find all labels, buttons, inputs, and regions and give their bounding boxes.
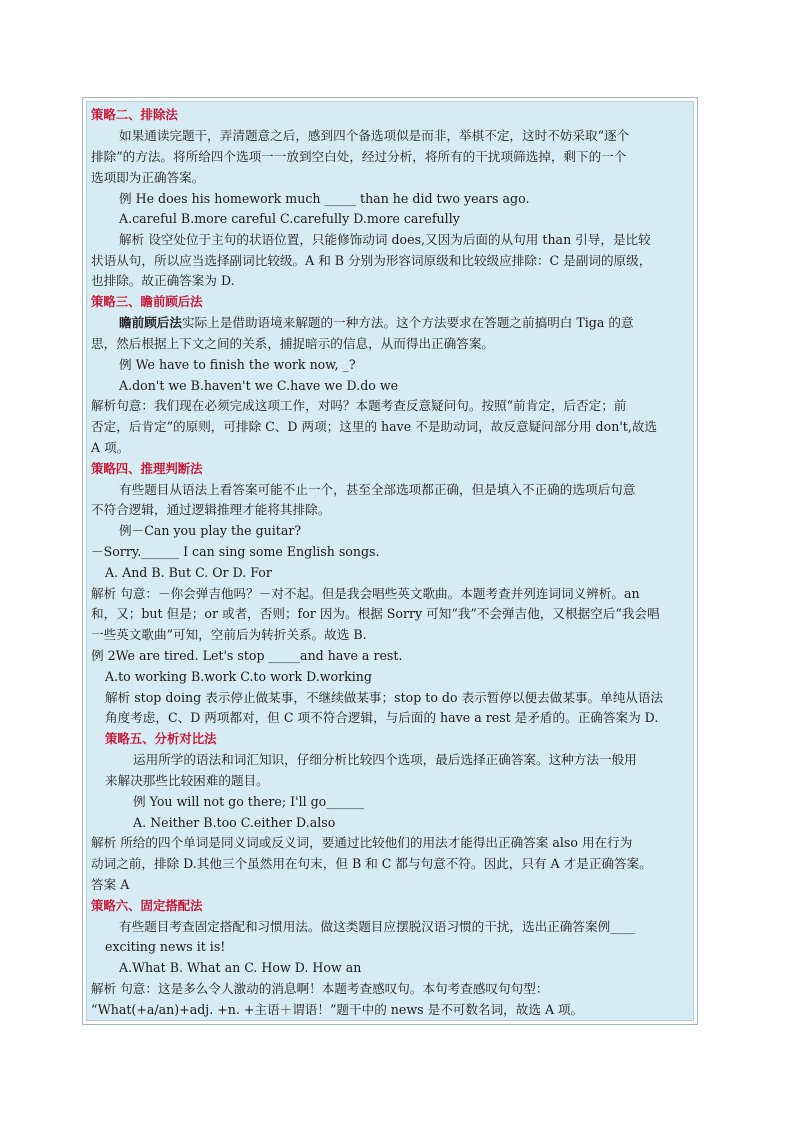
s3-analysis-line: 否定，后肯定”的原则，可排除 C、D 两项；这里的 have 不是助动词，故反意疑问部分用 don't,故选: [91, 419, 658, 434]
content-panel: [86, 101, 694, 1021]
s3-analysis-line: 解析句意：我们现在必须完成这项工作，对吗？本题考查反意疑问句。按照“前肯定，后否定；前: [91, 398, 627, 413]
s3-analysis-line: A 项。: [91, 440, 130, 455]
s4-analysis-2-line: 角度考虑，C、D 两项都对，但 C 项不符合逻辑，与后面的 have a rest 是矛盾的。正确答案为 D.: [105, 710, 659, 725]
s2-para-line: 选项即为正确答案。: [91, 170, 205, 185]
s5-para-line: 运用所学的语法和词汇知识，仔细分析比较四个选项，最后选择正确答案。这种方法一般用: [133, 752, 637, 767]
s4-para-line: 有些题目从语法上看答案可能不止一个，甚至全部选项都正确，但是填入不正确的选项后句意: [119, 482, 636, 497]
s2-analysis-line: 状语从句，所以应当选择副词比较级。A 和 B 分别为形容词原级和比较级应排除：C 是副词的原级，: [91, 253, 652, 268]
s4-example-1-reply: －Sorry.______ I can sing some English songs.: [91, 544, 380, 559]
s2-para-line: 排除”的方法。将所给四个选项一一放到空白处，经过分析，将所有的干扰项筛选掉，剩下的一个: [91, 149, 627, 164]
s3-para-text: 实际上是借助语境来解题的一种方法。这个方法要求在答题之前搞明白 Tiga 的意: [181, 315, 634, 330]
s5-options: A. Neither B.too C.either D.also: [133, 815, 336, 830]
s6-analysis-line: 解析 句意：这是多么令人激动的消息啊！本题考查感叹句。本句考查感叹句句型：: [91, 981, 549, 996]
s3-bold-term: 瞻前顾后法: [119, 315, 182, 330]
s4-example-1: 例－Can you play the guitar?: [119, 523, 302, 538]
section-heading-s2: 策略二、排除法: [91, 107, 178, 122]
s6-para-line: 有些题目考查固定搭配和习惯用法。做这类题目应摆脱汉语习惯的干扰，选出正确答案例____: [119, 919, 636, 934]
s5-analysis-line: 动词之前，排除 D.其他三个虽然用在句末，但 B 和 C 都与句意不符。因此，只有 A 才是正确答案。: [91, 856, 652, 871]
s2-analysis-line: 解析 设空处位于主句的状语位置，只能修饰动词 does,又因为后面的从句用 than 引导，是比较: [119, 232, 651, 247]
s3-example: 例 We have to finish the work now, _?: [119, 357, 356, 372]
s5-example: 例 You will not go there; I'll go______: [133, 794, 365, 809]
s5-para-line: 来解决那些比较困难的题目。: [105, 773, 269, 788]
section-heading-s3: 策略三、瞻前顾后法: [91, 294, 203, 309]
s2-analysis-line: 也排除。故正确答案为 D.: [91, 273, 235, 288]
s3-para-line: [119, 314, 634, 332]
s4-options-2: A.to working B.work C.to work D.working: [105, 669, 372, 684]
s4-analysis-line: 一些英文歌曲”可知，空前后为转折关系。故选 B.: [91, 627, 367, 642]
s3-options: A.don't we B.haven't we C.have we D.do we: [119, 378, 399, 393]
s4-analysis-line: 和，又；but 但是；or 或者，否则；for 因为。根据 Sorry 可知“我”不会弹吉他，又根据空后“我会唱: [91, 606, 660, 621]
content-frame: [82, 97, 698, 1025]
s3-para-line: 思，然后根据上下文之间的关系，捕捉暗示的信息，从而得出正确答案。: [91, 336, 494, 351]
s2-example: 例 He does his homework much _____ than he did two years ago.: [119, 191, 530, 206]
s2-options: A.careful B.more careful C.carefully D.more carefully: [119, 211, 460, 226]
s4-para-line: 不符合逻辑，通过逻辑推理才能将其排除。: [91, 502, 331, 517]
s5-analysis-line: 解析 所给的四个单词是同义词或反义词，要通过比较他们的用法才能得出正确答案 also 用在行为: [91, 835, 633, 850]
s6-para-line: exciting news it is!: [105, 939, 226, 954]
s4-analysis-2-line: 解析 stop doing 表示停止做某事，不继续做某事；stop to do 表示暂停以便去做某事。单纯从语法: [105, 690, 664, 705]
s5-answer: 答案 A: [91, 877, 130, 892]
s4-analysis-line: 解析 句意：－你会弹吉他吗？－对不起。但是我会唱些英文歌曲。本题考查并列连词词义辨析。an: [91, 586, 640, 601]
s6-analysis-line: “What(+a/an)+adj. +n. +主语＋谓语！”题干中的 news 是不可数名词，故选 A 项。: [91, 1002, 584, 1017]
s4-example-2: 例 2We are tired. Let's stop _____and have a rest.: [91, 648, 403, 663]
s6-options: A.What B. What an C. How D. How an: [119, 960, 362, 975]
s4-options-1: A. And B. But C. Or D. For: [105, 565, 272, 580]
section-heading-s6: 策略六、固定搭配法: [91, 898, 203, 913]
section-heading-s4: 策略四、推理判断法: [91, 461, 203, 476]
section-heading-s5: 策略五、分析对比法: [105, 731, 217, 746]
s2-para-line: 如果通读完题干，弄清题意之后，感到四个备选项似是而非，举棋不定，这时不妨采取“逐个: [119, 128, 630, 143]
